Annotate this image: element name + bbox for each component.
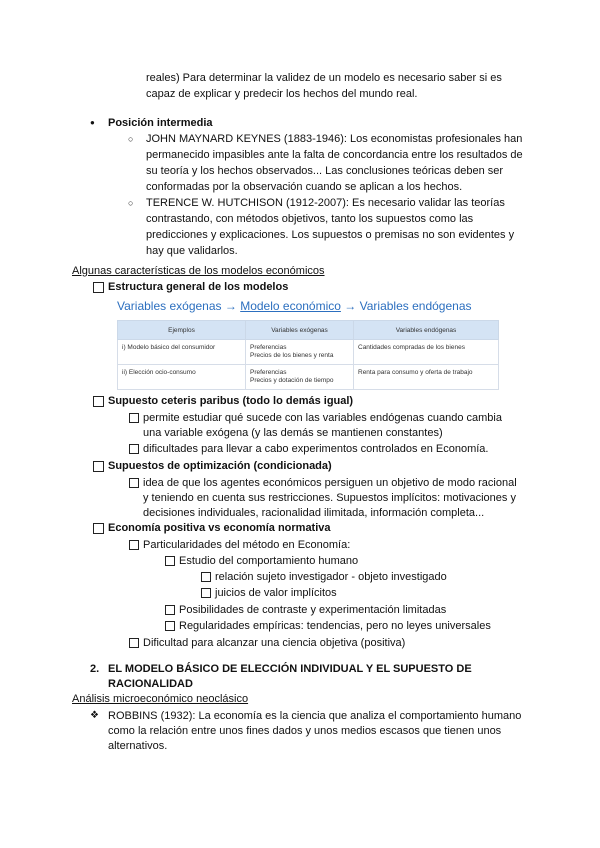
table-header-row <box>118 321 499 340</box>
robbins-line-2: como la relación entre unos fines dados y unos medios escasos que tienen unos <box>108 725 502 737</box>
table-row <box>118 340 499 365</box>
hutchison-line-2: contrastando, con métodos objetivos, tanto los supuestos como las <box>146 213 474 225</box>
dificultad-text: Dificultad para alcanzar una ciencia objetiva (positiva) <box>143 637 406 649</box>
checkbox-ceteris-item-1[interactable] <box>129 413 139 423</box>
keynes-line-3: su teoría y los hechos observados... Las conclusiones teóricas deben ser <box>146 165 504 177</box>
circle-bullet-icon: ○ <box>128 134 134 144</box>
estudio-text: Estudio del comportamiento humano <box>179 555 359 567</box>
diamond-bullet-icon: ❖ <box>90 710 99 721</box>
keynes-line-2: permanecido impasibles ante la falta de concordancia entre los resultados de <box>146 149 523 161</box>
regularidades-text: Regularidades empíricas: tendencias, pero no leyes universales <box>179 620 491 632</box>
cell-line: Preferencias <box>250 344 287 351</box>
particularidades-text: Particularidades del método en Economía: <box>143 539 351 551</box>
checkbox-estructura[interactable] <box>93 282 104 293</box>
posicion-intermedia-title: Posición intermedia <box>108 117 213 129</box>
optimizacion-line-1: idea de que los agentes económicos persiguen un objetivo de modo racional <box>143 477 517 489</box>
analisis-heading: Análisis microeconómico neoclásico <box>72 693 249 705</box>
intro-line-1: reales) Para determinar la validez de un modelo es necesario saber si es <box>146 72 502 84</box>
diagram-modelo: Modelo económico <box>240 299 341 313</box>
hutchison-line-4: hay que validarlos. <box>146 245 238 257</box>
section-2-number: 2. <box>90 663 100 675</box>
ceteris-item-2: dificultades para llevar a cabo experimentos controlados en Economía. <box>143 443 489 455</box>
arrow-right-icon: → <box>344 299 357 313</box>
checkbox-optimizacion-item-1[interactable] <box>129 478 139 488</box>
optimizacion-line-2: y teniendo en cuenta sus restricciones. Supuestos implícitos: motivaciones y <box>143 492 516 504</box>
ceteris-title: Supuesto ceteris paribus (todo lo demás igual) <box>108 395 354 407</box>
checkbox-posibilidades[interactable] <box>165 605 175 615</box>
checkbox-optimizacion[interactable] <box>93 461 104 472</box>
optimizacion-line-3: decisiones individuales, racionalidad ilimitada, información completa... <box>143 507 485 519</box>
checkbox-regularidades[interactable] <box>165 621 175 631</box>
checkbox-juicios[interactable] <box>201 588 211 598</box>
cell-line: Precios y dotación de tiempo <box>250 377 334 384</box>
model-diagram <box>117 298 472 314</box>
hutchison-line-3: predicciones y explicaciones. Los supuestos o premisas no son evidentes y <box>146 229 515 241</box>
checkbox-positiva[interactable] <box>93 523 104 534</box>
disc-bullet-icon: ● <box>90 118 95 127</box>
relacion-text: relación sujeto investigador - objeto investigado <box>215 571 447 583</box>
diagram-exogenas: Variables exógenas <box>117 299 222 313</box>
keynes-line-4: conformadas por la observación cuando se aplican a los hechos. <box>146 181 463 193</box>
cell-line: Precios de los bienes y renta <box>250 352 334 359</box>
circle-bullet-icon: ○ <box>128 198 134 208</box>
table-cell: i) Modelo básico del consumidor <box>118 340 246 365</box>
ceteris-item-1-line-2: una variable exógena (y las demás se mantienen constantes) <box>143 427 443 439</box>
checkbox-particularidades[interactable] <box>129 540 139 550</box>
checkbox-relacion[interactable] <box>201 572 211 582</box>
checkbox-ceteris[interactable] <box>93 396 104 407</box>
table-cell: ii) Elección ocio-consumo <box>118 365 246 390</box>
table-cell <box>246 365 354 390</box>
table-header: Ejemplos <box>118 321 246 340</box>
checkbox-ceteris-item-2[interactable] <box>129 444 139 454</box>
optimizacion-title: Supuestos de optimización (condicionada) <box>108 460 332 472</box>
diagram-endogenas: Variables endógenas <box>359 299 472 313</box>
ceteris-item-1-line-1: permite estudiar qué sucede con las variables endógenas cuando cambia <box>143 412 502 424</box>
table-cell: Renta para consumo y oferta de trabajo <box>354 365 499 390</box>
keynes-line-1: JOHN MAYNARD KEYNES (1883-1946): Los economistas profesionales han <box>146 133 523 145</box>
caracteristicas-heading: Algunas características de los modelos económicos <box>72 265 325 277</box>
cell-line: Preferencias <box>250 369 287 376</box>
positiva-title: Economía positiva vs economía normativa <box>108 522 331 534</box>
section-2-title-line-2: RACIONALIDAD <box>108 678 193 690</box>
section-2-title-line-1: EL MODELO BÁSICO DE ELECCIÓN INDIVIDUAL Y EL SUPUESTO DE <box>108 663 472 675</box>
intro-line-2: capaz de explicar y predecir los hechos del mundo real. <box>146 88 418 100</box>
hutchison-line-1: TERENCE W. HUTCHISON (1912-2007): Es necesario validar las teorías <box>146 197 505 209</box>
juicios-text: juicios de valor implícitos <box>215 587 337 599</box>
checkbox-dificultad[interactable] <box>129 638 139 648</box>
checkbox-estudio[interactable] <box>165 556 175 566</box>
posibilidades-text: Posibilidades de contraste y experimentación limitadas <box>179 604 447 616</box>
arrow-right-icon: → <box>224 299 237 313</box>
table-header: Variables endógenas <box>354 321 499 340</box>
examples-table <box>117 320 499 390</box>
table-cell <box>246 340 354 365</box>
table-cell: Cantidades compradas de los bienes <box>354 340 499 365</box>
robbins-line-1: ROBBINS (1932): La economía es la ciencia que analiza el comportamiento humano <box>108 710 522 722</box>
robbins-line-3: alternativos. <box>108 740 168 752</box>
table-header: Variables exógenas <box>246 321 354 340</box>
estructura-title: Estructura general de los modelos <box>108 281 289 293</box>
table-row <box>118 365 499 390</box>
